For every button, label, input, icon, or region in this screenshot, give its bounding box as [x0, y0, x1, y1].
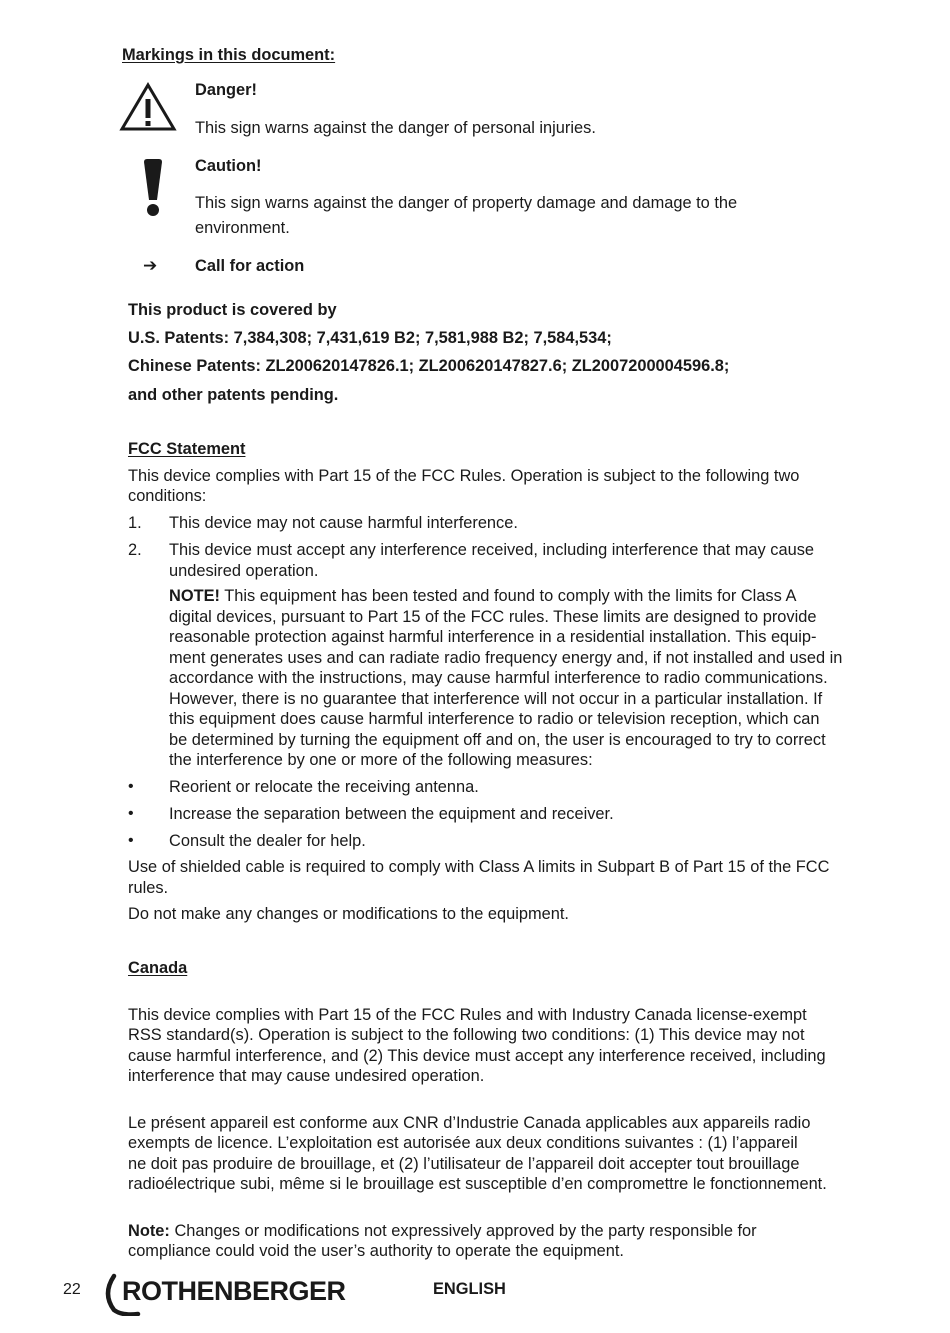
patents-line2: U.S. Patents: 7,384,308; 7,431,619 B2; 7,581,988 B2; 7,584,534; — [128, 329, 612, 347]
patents-line4: and other patents pending. — [128, 386, 339, 404]
canada-en-line1: This device complies with Part 15 of the FCC Rules and with Industry Canada license-exempt — [128, 1006, 807, 1024]
fcc-note-label: NOTE! — [169, 587, 220, 605]
brand-name: ROTHENBERGER — [122, 1276, 346, 1306]
caution-text-line1: This sign warns against the danger of property damage and damage to the — [195, 194, 738, 212]
fcc-bullet-2: Increase the separation between the equipment and receiver. — [169, 805, 614, 823]
canada-heading: Canada — [128, 959, 188, 977]
canada-en-line2: RSS standard(s). Operation is subject to the following two conditions: (1) This device may not — [128, 1026, 805, 1044]
fcc-note-text: This equipment has been tested and found to comply with the limits for Class A — [220, 587, 797, 605]
caution-text-line2: environment. — [195, 219, 290, 237]
fcc-note-line6: However, there is no guarantee that interference will not occur in a particular installation. If — [169, 690, 823, 708]
fcc-note-line9: the interference by one or more of the following measures: — [169, 751, 593, 769]
danger-text: This sign warns against the danger of personal injuries. — [195, 119, 596, 137]
fcc-note-line1 — [169, 586, 889, 607]
canada-en-line4: interference that may cause undesired operation. — [128, 1067, 485, 1085]
fcc-note-line5: accordance with the instructions, may cause harmful interference to radio communications. — [169, 669, 828, 687]
caution-title: Caution! — [195, 157, 262, 175]
exclamation-icon — [142, 158, 164, 218]
fcc-heading: FCC Statement — [128, 440, 246, 458]
fcc-intro-line2: conditions: — [128, 487, 207, 505]
fcc-item2-line2: undesired operation. — [169, 562, 319, 580]
bullet-icon: • — [128, 832, 134, 849]
patents-line3: Chinese Patents: ZL200620147826.1; ZL200620147827.6; ZL2007200004596.8; — [128, 357, 730, 375]
patents-line1: This product is covered by — [128, 301, 337, 319]
canada-fr-line1: Le présent appareil est conforme aux CNR d’Industrie Canada applicables aux appareils radio — [128, 1114, 811, 1132]
bullet-icon: • — [128, 805, 134, 822]
fcc-item1-number: 1. — [128, 514, 142, 532]
brand-logo — [100, 1272, 350, 1322]
fcc-note-line3: reasonable protection against harmful interference in a residential installation. This equip- — [169, 628, 817, 646]
arrow-right-icon: ➔ — [143, 256, 158, 275]
danger-title: Danger! — [195, 81, 257, 99]
fcc-shielded-line1: Use of shielded cable is required to comply with Class A limits in Subpart B of Part 15 of the FCC — [128, 858, 830, 876]
canada-note-line1 — [128, 1221, 888, 1242]
fcc-item2-line1: This device must accept any interference received, including interference that may cause — [169, 541, 815, 559]
canada-note-label: Note: — [128, 1222, 170, 1240]
fcc-note-line7: this equipment does cause harmful interference to radio or television reception, which can — [169, 710, 820, 728]
canada-fr-line3: ne doit pas produire de brouillage, et (2) l’utilisateur de l’appareil doit accepter tout brouillage — [128, 1155, 800, 1173]
canada-note-text: Changes or modifications not expressively approved by the party responsible for — [169, 1222, 757, 1240]
fcc-intro-line1: This device complies with Part 15 of the FCC Rules. Operation is subject to the following two — [128, 467, 800, 485]
markings-heading: Markings in this document: — [122, 46, 336, 64]
canada-note-line2: compliance could void the user’s authority to operate the equipment. — [128, 1242, 624, 1260]
language-label: ENGLISH — [433, 1280, 506, 1298]
fcc-item1: This device may not cause harmful interference. — [169, 514, 518, 532]
canada-fr-line2: exempts de licence. L’exploitation est autorisée aux deux conditions suivantes : (1) l’appareil — [128, 1134, 798, 1152]
fcc-bullet-1: Reorient or relocate the receiving antenna. — [169, 778, 479, 796]
fcc-note-line2: digital devices, pursuant to Part 15 of the FCC rules. These limits are designed to provide — [169, 608, 817, 626]
fcc-no-changes: Do not make any changes or modifications to the equipment. — [128, 905, 569, 923]
fcc-note-line8: be determined by turning the equipment off and on, the user is encouraged to try to correct — [169, 731, 826, 749]
fcc-bullet-3: Consult the dealer for help. — [169, 832, 366, 850]
canada-en-line3: cause harmful interference, and (2) This device must accept any interference received, including — [128, 1047, 826, 1065]
canada-fr-line4: radioélectrique subi, même si le brouillage est susceptible d’en compromettre le fonctionnement. — [128, 1175, 827, 1193]
fcc-note-line4: ment generates uses and can radiate radio frequency energy and, if not installed and used in — [169, 649, 843, 667]
warning-triangle-icon — [119, 82, 177, 132]
fcc-shielded-line2: rules. — [128, 879, 169, 897]
fcc-item2-number: 2. — [128, 541, 142, 559]
bullet-icon: • — [128, 778, 134, 795]
call-for-action-title: Call for action — [195, 257, 305, 275]
page-number: 22 — [63, 1281, 81, 1298]
